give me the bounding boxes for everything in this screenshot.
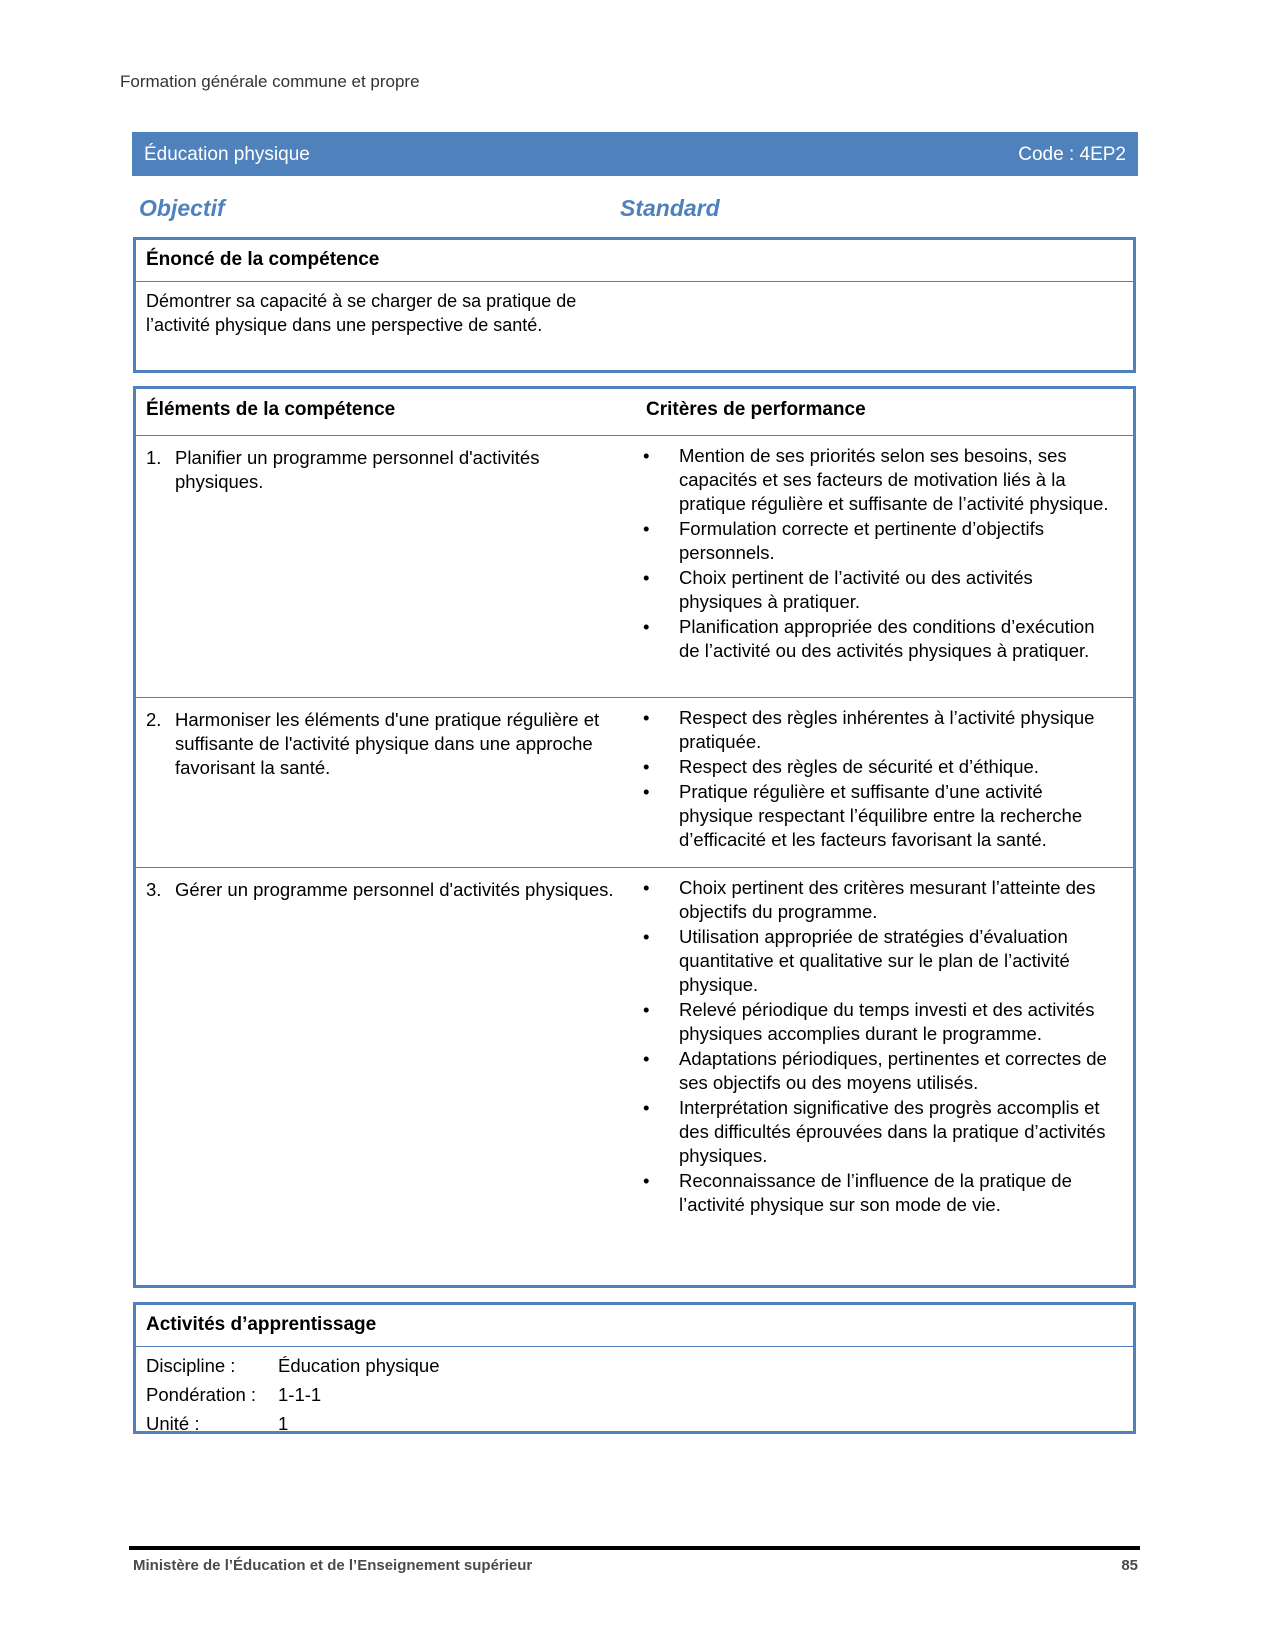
unite-value: 1 — [278, 1413, 289, 1434]
element-cell — [146, 878, 616, 902]
list-item — [643, 1047, 1113, 1095]
criteria-list — [643, 876, 1113, 1218]
bullet-icon: • — [643, 616, 650, 637]
element-text: Planifier un programme personnel d'activités physiques. — [175, 447, 540, 492]
bullet-icon: • — [643, 445, 650, 466]
criterion-text: Relevé périodique du temps investi et des activités physiques accomplies durant le programme. — [679, 999, 1095, 1044]
criteria-list — [643, 706, 1113, 853]
bullet-icon: • — [643, 567, 650, 588]
activites-heading: Activités d’apprentissage — [136, 1305, 1133, 1347]
bullet-icon: • — [643, 781, 650, 802]
ponderation-value: 1-1-1 — [278, 1384, 322, 1405]
criterion-text: Planification appropriée des conditions d’exécution de l’activité ou des activités physiques à pratiquer. — [679, 616, 1095, 661]
list-item — [643, 1096, 1113, 1168]
elements-table-header — [136, 389, 1133, 436]
list-item — [643, 615, 1113, 663]
list-item — [643, 755, 1113, 779]
unite-label: Unité : — [146, 1413, 200, 1434]
criterion-text: Interprétation significative des progrès accomplis et des difficultés éprouvées dans la pratique d’activités physiques. — [679, 1097, 1106, 1166]
table-row — [136, 698, 1133, 868]
list-item — [643, 780, 1113, 852]
elements-heading: Éléments de la compétence — [146, 399, 396, 420]
objective-label: Objectif — [139, 195, 225, 221]
footer-ministry: Ministère de l’Éducation et de l’Enseignement supérieur — [133, 1557, 533, 1574]
elements-table — [133, 386, 1136, 1288]
list-item — [643, 1169, 1113, 1217]
list-item — [643, 925, 1113, 997]
criterion-text: Choix pertinent de l’activité ou des activités physiques à pratiquer. — [679, 567, 1033, 612]
list-item — [643, 566, 1113, 614]
ponderation-label: Pondération : — [146, 1384, 257, 1405]
criteria-list — [643, 444, 1113, 664]
criteria-heading: Critères de performance — [646, 399, 866, 420]
discipline-value: Éducation physique — [278, 1355, 440, 1376]
page-number: 85 — [1121, 1557, 1138, 1574]
list-item — [643, 444, 1113, 516]
bullet-icon: • — [643, 707, 650, 728]
criterion-text: Mention de ses priorités selon ses besoins, ses capacités et ses facteurs de motivation liés à la pratique régulière et suffisante de l’activité physique. — [679, 445, 1109, 514]
element-cell — [146, 708, 616, 780]
criterion-text: Respect des règles inhérentes à l’activité physique pratiquée. — [679, 707, 1095, 752]
element-text: Gérer un programme personnel d'activités physiques. — [175, 879, 614, 900]
enonce-box — [133, 237, 1136, 373]
table-row — [136, 868, 1133, 1248]
bullet-icon: • — [643, 756, 650, 777]
bullet-icon: • — [643, 1170, 650, 1191]
ponderation-line — [146, 1380, 1123, 1409]
list-item — [643, 998, 1113, 1046]
bullet-icon: • — [643, 518, 650, 539]
bullet-icon: • — [643, 877, 650, 898]
course-code: Code : 4EP2 — [1018, 144, 1126, 165]
bullet-icon: • — [643, 1048, 650, 1069]
criterion-text: Utilisation appropriée de stratégies d’évaluation quantitative et qualitative sur le plan de l’activité physique. — [679, 926, 1070, 995]
criterion-text: Reconnaissance de l’influence de la pratique de l’activité physique sur son mode de vie. — [679, 1170, 1072, 1215]
criterion-text: Pratique régulière et suffisante d’une activité physique respectant l’équilibre entre la recherche d’efficacité et les facteurs favorisant la santé. — [679, 781, 1083, 850]
list-item — [643, 517, 1113, 565]
bullet-icon: • — [643, 999, 650, 1020]
element-number: 3. — [146, 879, 162, 900]
unite-line — [146, 1409, 1123, 1438]
enonce-text: Démontrer sa capacité à se charger de sa pratique de l’activité physique dans une perspective de santé. — [146, 291, 577, 335]
element-text: Harmoniser les éléments d'une pratique régulière et suffisante de l'activité physique dans une approche favorisant la santé. — [175, 709, 600, 778]
title-band — [132, 132, 1138, 176]
element-cell — [146, 446, 616, 494]
element-number: 1. — [146, 447, 162, 468]
activites-box — [133, 1302, 1136, 1434]
activites-body — [136, 1347, 1133, 1442]
criterion-text: Respect des règles de sécurité et d’éthique. — [679, 756, 1039, 777]
discipline-line — [146, 1351, 1123, 1380]
discipline-label: Discipline : — [146, 1355, 236, 1376]
criterion-text: Adaptations périodiques, pertinentes et correctes de ses objectifs ou des moyens utilisés. — [679, 1048, 1107, 1093]
bullet-icon: • — [643, 926, 650, 947]
standard-label: Standard — [620, 195, 720, 221]
list-item — [643, 706, 1113, 754]
running-head: Formation générale commune et propre — [120, 72, 420, 91]
criterion-text: Formulation correcte et pertinente d’objectifs personnels. — [679, 518, 1045, 563]
enonce-heading: Énoncé de la compétence — [136, 240, 1133, 282]
footer-divider — [129, 1546, 1140, 1550]
criterion-text: Choix pertinent des critères mesurant l’atteinte des objectifs du programme. — [679, 877, 1096, 922]
table-row — [136, 436, 1133, 698]
subject-title: Éducation physique — [144, 144, 310, 165]
bullet-icon: • — [643, 1097, 650, 1118]
list-item — [643, 876, 1113, 924]
element-number: 2. — [146, 709, 162, 730]
